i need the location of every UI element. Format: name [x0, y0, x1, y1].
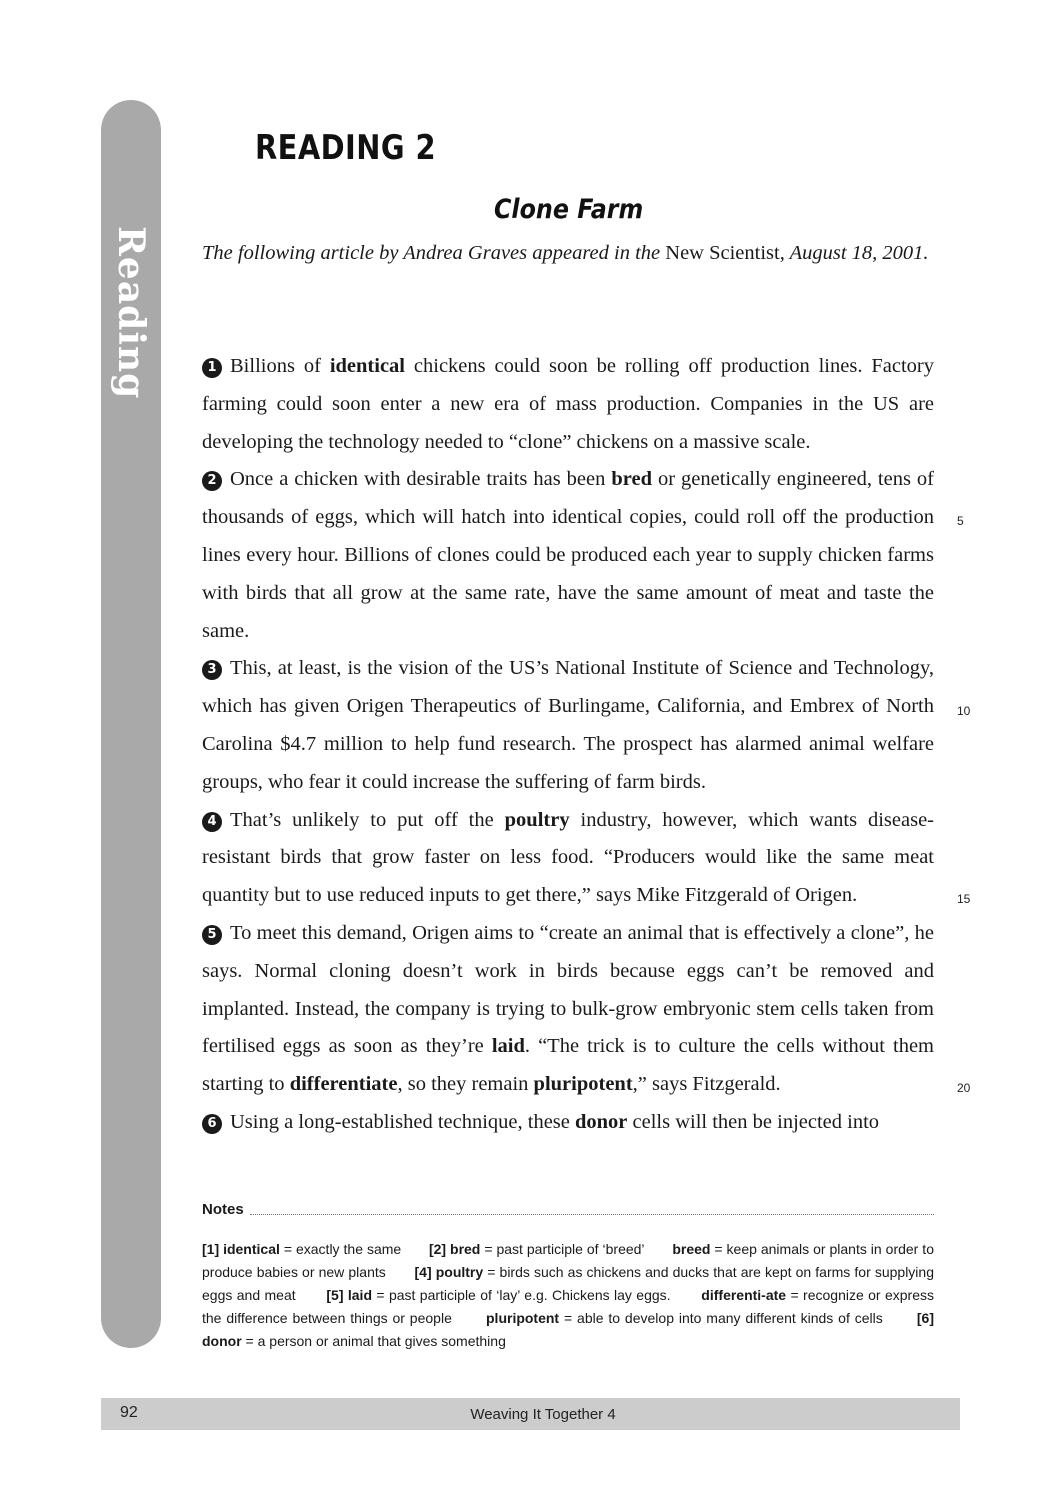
paragraph-3 — [202, 650, 934, 801]
side-tab — [101, 100, 161, 1348]
notes-label: Notes — [202, 1201, 244, 1218]
paragraph-text: or genetically engineered, tens of thousands of eggs, which will hatch into identical copies, could roll off the production lines every hour. Billions of clones could be produced each year to supply chicken farms with birds that all grow at the same rate, have the same amount of meat and taste the same. — [202, 468, 934, 642]
intro-part2: August 18, 2001. — [784, 242, 929, 264]
paragraph-1 — [202, 348, 934, 461]
paragraph-number: 5 — [202, 925, 222, 945]
paragraph-text: Billions of — [230, 355, 330, 377]
footer-bar — [101, 1398, 960, 1430]
reading-heading: READING 2 — [255, 128, 437, 168]
intro-source: New Scientist, — [665, 242, 785, 264]
page-number: 92 — [120, 1404, 138, 1421]
article-body — [202, 348, 934, 1142]
line-number-10: 10 — [957, 704, 971, 718]
note-def: = recognize or express the difference between things or people — [202, 1287, 935, 1326]
note-word: breed — [672, 1241, 711, 1257]
paragraph-text: This, at least, is the vision of the US’s National Institute of Science and Technology, which has given Origen Therapeutics of Burlingame, California, and Embrex of North Carolina $4.7 million to help fund research. The prospect has alarmed animal welfare groups, who fear it could increase the suffering of farm birds. — [202, 657, 934, 793]
note-def: = keep animals or plants in order to produce babies or new plants — [202, 1241, 934, 1280]
line-number-15: 15 — [957, 892, 971, 906]
paragraph-text: chickens could soon be rolling off production lines. Factory farming could soon enter a new era of mass production. Companies in the US are developing the technology needed to “clone” chickens on a massive scale. — [202, 355, 934, 453]
paragraph-number: 4 — [202, 812, 222, 832]
paragraph-text: ,” says Fitzgerald. — [632, 1073, 781, 1096]
paragraph-number: 3 — [202, 660, 222, 680]
paragraph-text: industry, however, which wants disease-resistant birds that grow faster on less food. “Producers would like the same meat quantity but to use reduced inputs to get there,” says Mike Fitzgerald of Origen. — [202, 808, 934, 907]
vocab-word: donor — [575, 1110, 628, 1133]
vocab-word: poultry — [504, 808, 570, 831]
notes-divider — [250, 1204, 934, 1215]
note-ref: [1] identical — [202, 1241, 280, 1257]
side-tab-label: Reading — [110, 226, 152, 400]
paragraph-number: 1 — [202, 358, 222, 378]
paragraph-6 — [202, 1104, 934, 1142]
note-word: pluripotent — [486, 1310, 560, 1326]
vocab-word: laid — [491, 1035, 525, 1058]
vocab-word: differentiate — [289, 1073, 398, 1096]
paragraph-text: Once a chicken with desirable traits has been — [230, 468, 612, 491]
note-def: = birds such as chickens and ducks that are kept on farms for supplying eggs and meat — [202, 1264, 934, 1303]
note-def: = past participle of ‘breed’ — [480, 1241, 645, 1257]
intro-part1: The following article by Andrea Graves appeared in the — [202, 242, 666, 264]
note-ref: [2] bred — [428, 1241, 481, 1257]
paragraph-text: . “The trick is to culture the cells without them starting to — [202, 1035, 934, 1096]
note-def: = past participle of ‘lay’ e.g. Chickens lay eggs. — [372, 1287, 671, 1303]
paragraph-text: , so they remain — [397, 1073, 534, 1096]
paragraph-5 — [202, 915, 934, 1104]
paragraph-text: cells will then be injected into — [627, 1110, 880, 1133]
line-number-5: 5 — [957, 514, 964, 528]
vocab-word: pluripotent — [533, 1073, 633, 1096]
notes-body — [202, 1238, 934, 1353]
vocab-word: bred — [611, 468, 652, 491]
paragraph-4 — [202, 802, 934, 915]
note-ref: [5] laid — [326, 1287, 372, 1303]
paragraph-number: 2 — [202, 471, 222, 491]
note-def: = exactly the same — [279, 1241, 402, 1257]
vocab-word: identical — [329, 355, 405, 377]
paragraph-text: Using a long-established technique, these — [230, 1110, 575, 1133]
article-title: Clone Farm — [494, 194, 644, 225]
note-ref: [6] donor — [202, 1310, 935, 1349]
paragraph-text: To meet this demand, Origen aims to “create an animal that is effectively a clone”, he says. Normal cloning doesn’t work in birds because eggs can’t be removed and implanted. Instead, the company is trying to bulk-grow embryonic stem cells taken from fertilised eggs as soon as they’re — [202, 921, 934, 1058]
paragraph-text: That’s unlikely to put off the — [230, 808, 505, 831]
paragraph-number: 6 — [202, 1114, 222, 1134]
note-word: differenti-ate — [701, 1287, 787, 1303]
note-def: = a person or animal that gives something — [241, 1333, 506, 1349]
intro-text — [202, 234, 934, 272]
notes-header — [202, 1201, 934, 1218]
book-title: Weaving It Together 4 — [470, 1406, 616, 1423]
line-number-20: 20 — [957, 1081, 971, 1095]
note-def: = able to develop into many different kinds of cells — [559, 1310, 883, 1326]
note-ref: [4] poultry — [414, 1264, 484, 1280]
paragraph-2 — [202, 461, 934, 650]
